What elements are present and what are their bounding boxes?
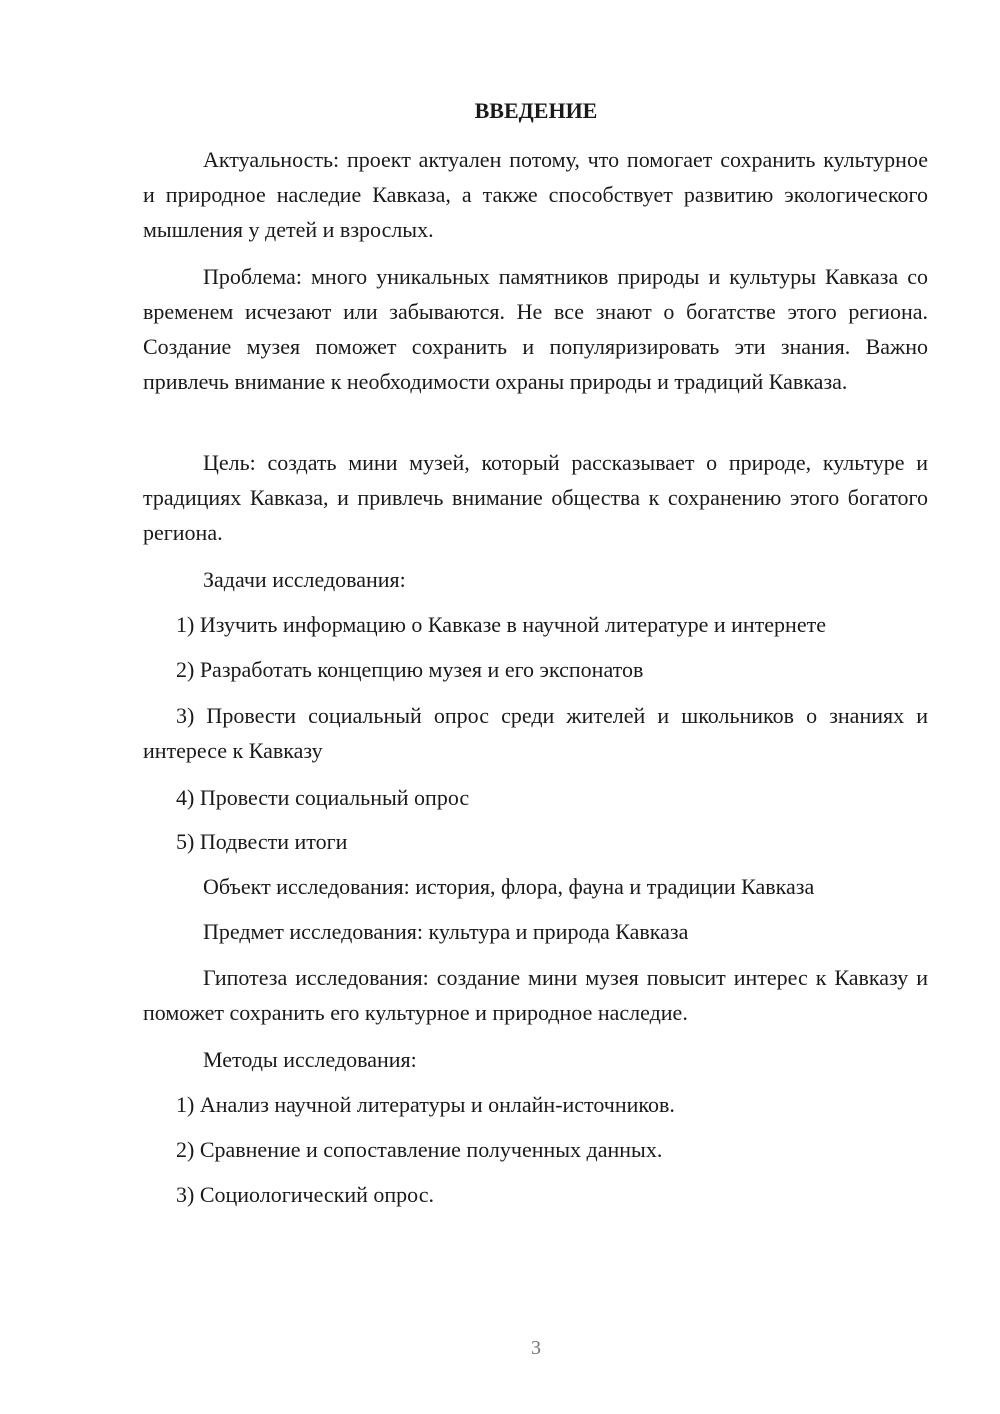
relevance-paragraph: Актуальность: проект актуален потому, что помогает сохранить культурное и природное наследие Кавказа, а также способствует развитию экологического мышления у детей и взрослых. bbox=[143, 147, 928, 242]
task-item-2: 2) Разработать концепцию музея и его экспонатов bbox=[176, 657, 644, 682]
task-item-1: 1) Изучить информацию о Кавказе в научной литературе и интернете bbox=[176, 612, 826, 637]
method-item-1: 1) Анализ научной литературы и онлайн-источников. bbox=[176, 1092, 675, 1117]
research-object: Объект исследования: история, флора, фауна и традиции Кавказа bbox=[203, 874, 815, 899]
hypothesis-paragraph: Гипотеза исследования: создание мини музея повысит интерес к Кавказу и поможет сохранить его культурное и природное наследие. bbox=[143, 965, 928, 1025]
section-title: ВВЕДЕНИЕ bbox=[474, 98, 598, 123]
research-subject: Предмет исследования: культура и природа Кавказа bbox=[203, 919, 689, 944]
methods-heading: Методы исследования: bbox=[203, 1047, 417, 1072]
task-item-3: 3) Провести социальный опрос среди жителей и школьников о знаниях и интересе к Кавказу bbox=[143, 703, 928, 763]
page-number: 3 bbox=[531, 1337, 541, 1359]
task-item-5: 5) Подвести итоги bbox=[176, 829, 348, 854]
method-item-2: 2) Сравнение и сопоставление полученных данных. bbox=[176, 1137, 663, 1162]
method-item-3: 3) Социологический опрос. bbox=[176, 1182, 434, 1207]
tasks-heading: Задачи исследования: bbox=[203, 567, 406, 592]
goal-paragraph: Цель: создать мини музей, который рассказывает о природе, культуре и традициях Кавказа, и привлечь внимание общества к сохранению этого богатого региона. bbox=[143, 450, 928, 545]
problem-paragraph: Проблема: много уникальных памятников природы и культуры Кавказа со временем исчезают или забываются. Не все знают о богатстве этого региона. Создание музея поможет сохранить и популяризировать эти знания. Важно привлечь внимание к необходимости охраны природы и традиций Кавказа. bbox=[143, 264, 928, 394]
task-item-4: 4) Провести социальный опрос bbox=[176, 785, 470, 810]
